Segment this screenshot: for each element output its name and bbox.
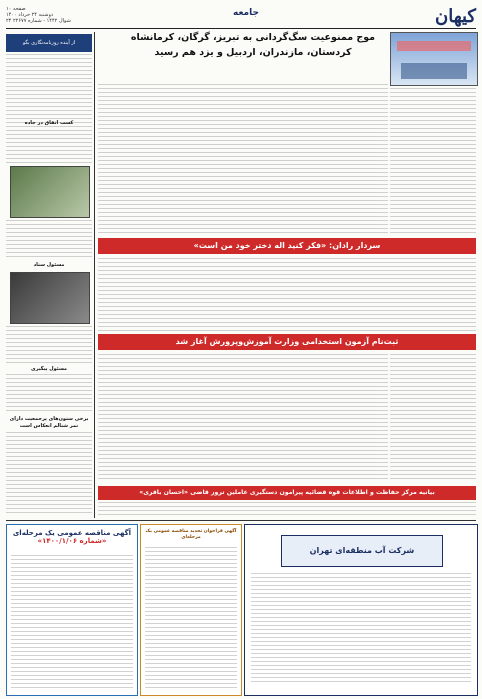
red-band-2-text: ثبت‌نام آزمون استخدامی وزارت آموزش‌وپرورش آغاز شد — [175, 337, 399, 346]
masthead — [6, 6, 476, 29]
right-column-text-upper — [390, 88, 476, 234]
main-headline-text: موج ممنوعیت سگ‌گردانی به تبریز، گرگان، کرمانشاه کردستان، مازندران، اردبیل و یزد هم رسید — [130, 32, 376, 58]
red-band-headline-2 — [98, 334, 476, 350]
left-heading-3: مسئول پیگیری — [31, 366, 67, 372]
company-ad-title: شرکت آب منطقه‌ای تهران — [309, 546, 415, 555]
red-band-headline-3 — [98, 486, 476, 500]
company-ad-body — [251, 573, 471, 683]
left-heading-4: برخی ستون‌های پرجمعیت دارای نمر شنالم انعکاس است — [9, 416, 89, 429]
main-headline — [120, 30, 386, 80]
tender-ad — [6, 524, 138, 696]
company-ad — [244, 524, 478, 696]
left-photo-2 — [10, 272, 90, 324]
left-banner — [6, 34, 92, 52]
top-right-photo — [390, 32, 478, 86]
date-line: دوشنبه ۲۴ خرداد ۱۴۰۰ — [6, 12, 54, 18]
main-text-bottom — [98, 502, 476, 518]
red-band-3-text: بیانیه مرکز حفاظت و اطلاعات قوه قضائیه پیرامون دستگیری عاملین ترور قاضی «احسان باقری» — [139, 489, 435, 496]
red-band-headline-1 — [98, 238, 476, 254]
page-number: صفحه ۱۰ — [6, 6, 26, 12]
left-col-text-2 — [6, 220, 92, 260]
section-title: جامعه — [233, 8, 259, 18]
center-ad-body — [145, 547, 237, 691]
left-heading-2: مسئول ستاد — [33, 262, 65, 268]
left-photo-1 — [10, 166, 90, 218]
left-col-text-3 — [6, 326, 92, 364]
left-col-text-4 — [6, 374, 92, 414]
newspaper-logo: کیهان — [434, 6, 476, 27]
red-band-1-text: سردار رادان: «فکر کنید اله دختر خود من است» — [193, 241, 381, 250]
right-column-text-lower — [390, 354, 476, 482]
tender-ad-number: «شماره ۱۴۰۰/۱/۰۶» — [37, 537, 107, 545]
tender-ad-body — [11, 555, 133, 689]
issue-line: ۲۴ شوال ۱۴۴۲ - شماره ۲۲۶۷۷ — [6, 18, 71, 24]
left-col-text-1 — [6, 54, 92, 164]
center-ad-title: آگهی فراخوان تجدید مناقصه عمومی یک مرحله‌ای — [145, 529, 237, 540]
center-ad — [140, 524, 242, 696]
left-heading-1: کسب اتفاق در جاده — [24, 120, 74, 126]
company-ad-banner — [281, 535, 443, 567]
date-meta — [6, 6, 126, 24]
left-col-text-5 — [6, 432, 92, 514]
main-text-middle — [98, 258, 476, 332]
ads-divider — [6, 520, 476, 521]
left-column-divider — [94, 32, 95, 518]
tender-ad-title: آگهی مناقصه عمومی یک مرحله‌ای — [12, 529, 132, 537]
main-text-lower — [98, 354, 388, 482]
main-text-upper — [98, 84, 388, 234]
left-banner-text: از آینده روزنامه‌نگاری بگو — [22, 40, 76, 46]
